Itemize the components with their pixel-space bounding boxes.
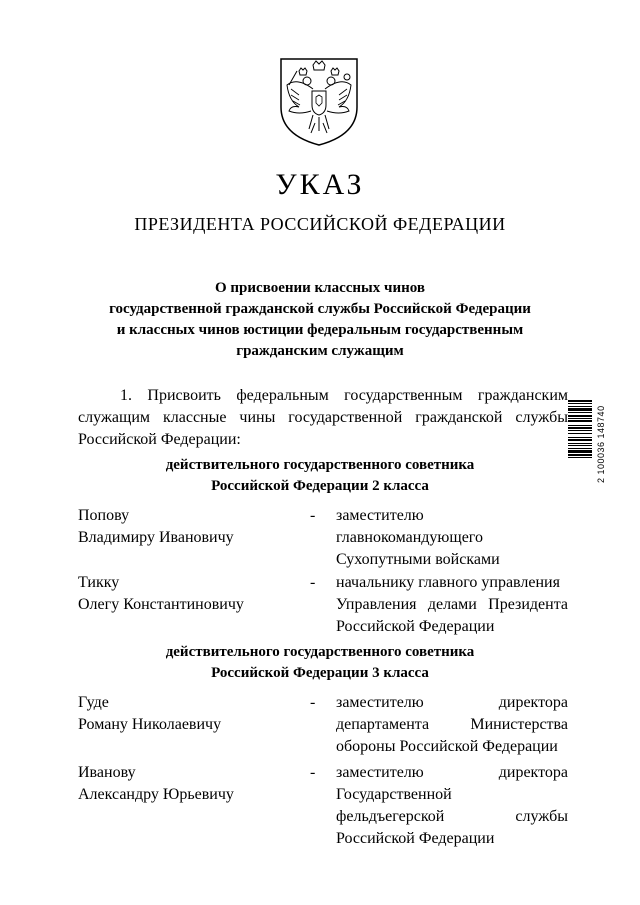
decree-heading <box>70 278 570 362</box>
position-line: обороны Российской Федерации <box>336 738 558 755</box>
position-line: заместителю <box>336 507 424 524</box>
appointee-name <box>78 692 298 736</box>
heading-line: и классных чинов юстиции федеральным государственным <box>116 322 524 338</box>
position-line: Государственной <box>336 786 452 803</box>
appointee-position <box>336 572 568 638</box>
position-line: Управления делами Президента <box>336 596 568 613</box>
appointee-position <box>336 505 568 571</box>
position-line: фельдъегерской службы <box>336 808 568 825</box>
barcode-number: 2 100036 148740 <box>596 405 606 483</box>
name-line: Владимиру Ивановичу <box>78 529 234 546</box>
appointee-position <box>336 762 568 850</box>
position-line: заместителю директора <box>336 694 568 711</box>
paragraph-line: 1. Присвоить федеральным государственным гражданским <box>120 387 568 404</box>
heading-line: гражданским служащим <box>236 343 404 359</box>
heading-line: государственной гражданской службы Российской Федерации <box>109 301 531 317</box>
name-line: Иванову <box>78 764 136 781</box>
decree-title: УКАЗ <box>275 168 365 201</box>
name-line: Александру Юрьевичу <box>78 786 234 803</box>
rank-line: действительного государственного советника <box>165 644 475 660</box>
name-line: Роману Николаевичу <box>78 716 222 733</box>
appointee-name <box>78 505 298 549</box>
name-line: Тикку <box>78 574 120 591</box>
name-line: Попову <box>78 507 130 524</box>
position-line: главнокомандующего <box>336 529 483 546</box>
name-line: Гуде <box>78 694 109 711</box>
rank-line: Российской Федерации 2 класса <box>211 478 429 494</box>
dash: - <box>310 574 316 591</box>
rank-line: действительного государственного советника <box>165 457 475 473</box>
appointee-position <box>336 692 568 758</box>
position-line: департамента Министерства <box>336 716 568 733</box>
appointee-name <box>78 572 298 616</box>
name-line: Олегу Константиновичу <box>78 596 244 613</box>
position-line: Российской Федерации <box>336 618 495 635</box>
position-line: заместителю директора <box>336 764 568 781</box>
position-line: Российской Федерации <box>336 830 495 847</box>
dash: - <box>310 694 316 711</box>
paragraph-line: служащим классные чины государственной гражданской службы <box>78 409 568 426</box>
dash: - <box>310 764 316 781</box>
coat-of-arms-icon <box>277 55 361 147</box>
appointee-name <box>78 762 298 806</box>
rank-line: Российской Федерации 3 класса <box>211 665 429 681</box>
issuer-title: ПРЕЗИДЕНТА РОССИЙСКОЙ ФЕДЕРАЦИИ <box>134 214 506 234</box>
position-line: Сухопутными войсками <box>336 551 500 568</box>
position-line: начальнику главного управления <box>336 574 560 591</box>
rank-heading <box>70 455 570 497</box>
heading-line: О присвоении классных чинов <box>215 280 425 296</box>
paragraph-line: Российской Федерации: <box>78 431 241 448</box>
paragraph-1 <box>78 385 568 451</box>
rank-heading <box>70 642 570 684</box>
dash: - <box>310 507 316 524</box>
